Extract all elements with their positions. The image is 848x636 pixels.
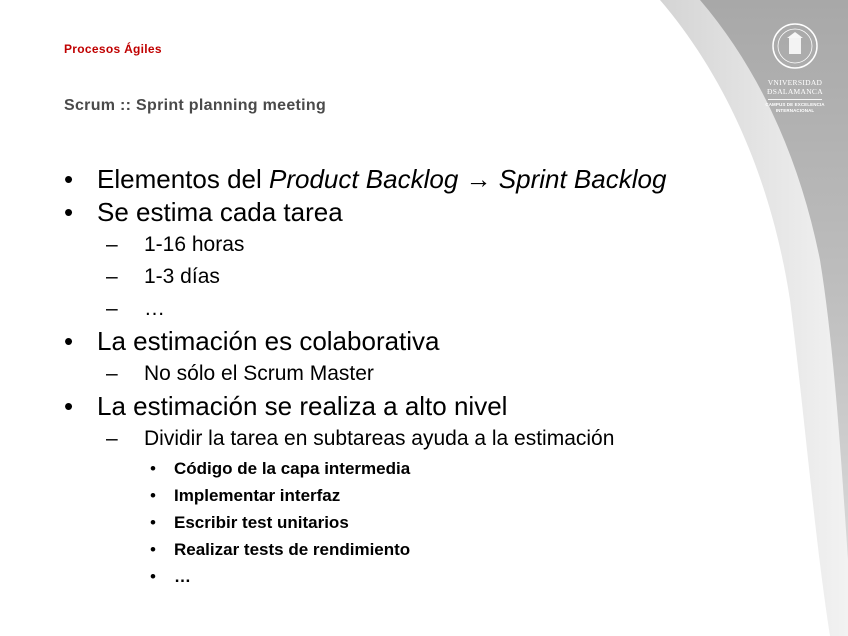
- sprint-backlog-term: Sprint Backlog: [498, 164, 667, 194]
- sub-item: – …: [106, 293, 754, 325]
- dash-icon: –: [106, 233, 118, 256]
- subsub-item: • Código de la capa intermedia: [150, 455, 754, 482]
- bullet-item-high-level: [64, 390, 754, 590]
- bullet-item-estimate: [64, 196, 754, 325]
- course-title: Procesos Ágiles: [64, 42, 162, 56]
- arrow-right-icon: →: [458, 164, 499, 194]
- bullet-dot-icon: •: [64, 326, 74, 356]
- university-seal-icon: [771, 22, 819, 70]
- subsub-list: [144, 455, 754, 590]
- product-backlog-term: Product Backlog: [268, 164, 459, 194]
- subsub-item: • Realizar tests de rendimiento: [150, 536, 754, 563]
- bullet-dot-icon: •: [64, 391, 74, 421]
- dash-icon: –: [106, 265, 118, 288]
- slide-subtitle: Scrum :: Sprint planning meeting: [64, 97, 327, 114]
- bullet-dot-icon: •: [150, 540, 156, 559]
- sub-list: [97, 229, 754, 325]
- bullet-dot-icon: •: [150, 486, 156, 505]
- bullet-dot-icon: •: [64, 197, 74, 227]
- subsub-item: • …: [150, 563, 754, 590]
- sub-item: – 1-16 horas: [106, 229, 754, 261]
- bullet-item-collaborative: [64, 325, 754, 390]
- bullet-dot-icon: •: [150, 459, 156, 478]
- bullet-item-backlog: [64, 163, 754, 196]
- bullet-text: La estimación se realiza a alto nivel: [97, 391, 508, 421]
- bullet-text: Elementos del Product Backlog → Sprint Backlog: [97, 164, 667, 194]
- bullet-list: [64, 163, 754, 590]
- dash-icon: –: [106, 427, 118, 450]
- bullet-text: Se estima cada tarea: [97, 197, 343, 227]
- dash-icon: –: [106, 297, 118, 320]
- bullet-dot-icon: •: [64, 164, 74, 194]
- logo-divider: [768, 99, 822, 100]
- university-logo: [760, 22, 830, 114]
- sub-list: [97, 358, 754, 390]
- sub-item: – 1-3 días: [106, 261, 754, 293]
- bullet-dot-icon: •: [150, 513, 156, 532]
- bullet-text: La estimación es colaborativa: [97, 326, 440, 356]
- logo-campus-line2: INTERNACIONAL: [775, 108, 815, 113]
- logo-campus-line1: CAMPUS DE EXCELENCIA: [765, 102, 825, 107]
- bullet-dot-icon: •: [150, 567, 156, 586]
- logo-text-line2: ÐSALAMANCA: [767, 87, 823, 96]
- sub-item: – No sólo el Scrum Master: [106, 358, 754, 390]
- dash-icon: –: [106, 362, 118, 385]
- logo-text-line1: VNIVERSIDAD: [767, 78, 823, 87]
- subsub-item: • Implementar interfaz: [150, 482, 754, 509]
- subsub-item: • Escribir test unitarios: [150, 509, 754, 536]
- sub-list: [97, 423, 754, 590]
- sub-item: – Dividir la tarea en subtareas ayuda a la estimación • Código de la capa intermedia • Implementar interfaz • Escribir test unitarios • Realizar tests de rendimiento • …: [106, 423, 754, 590]
